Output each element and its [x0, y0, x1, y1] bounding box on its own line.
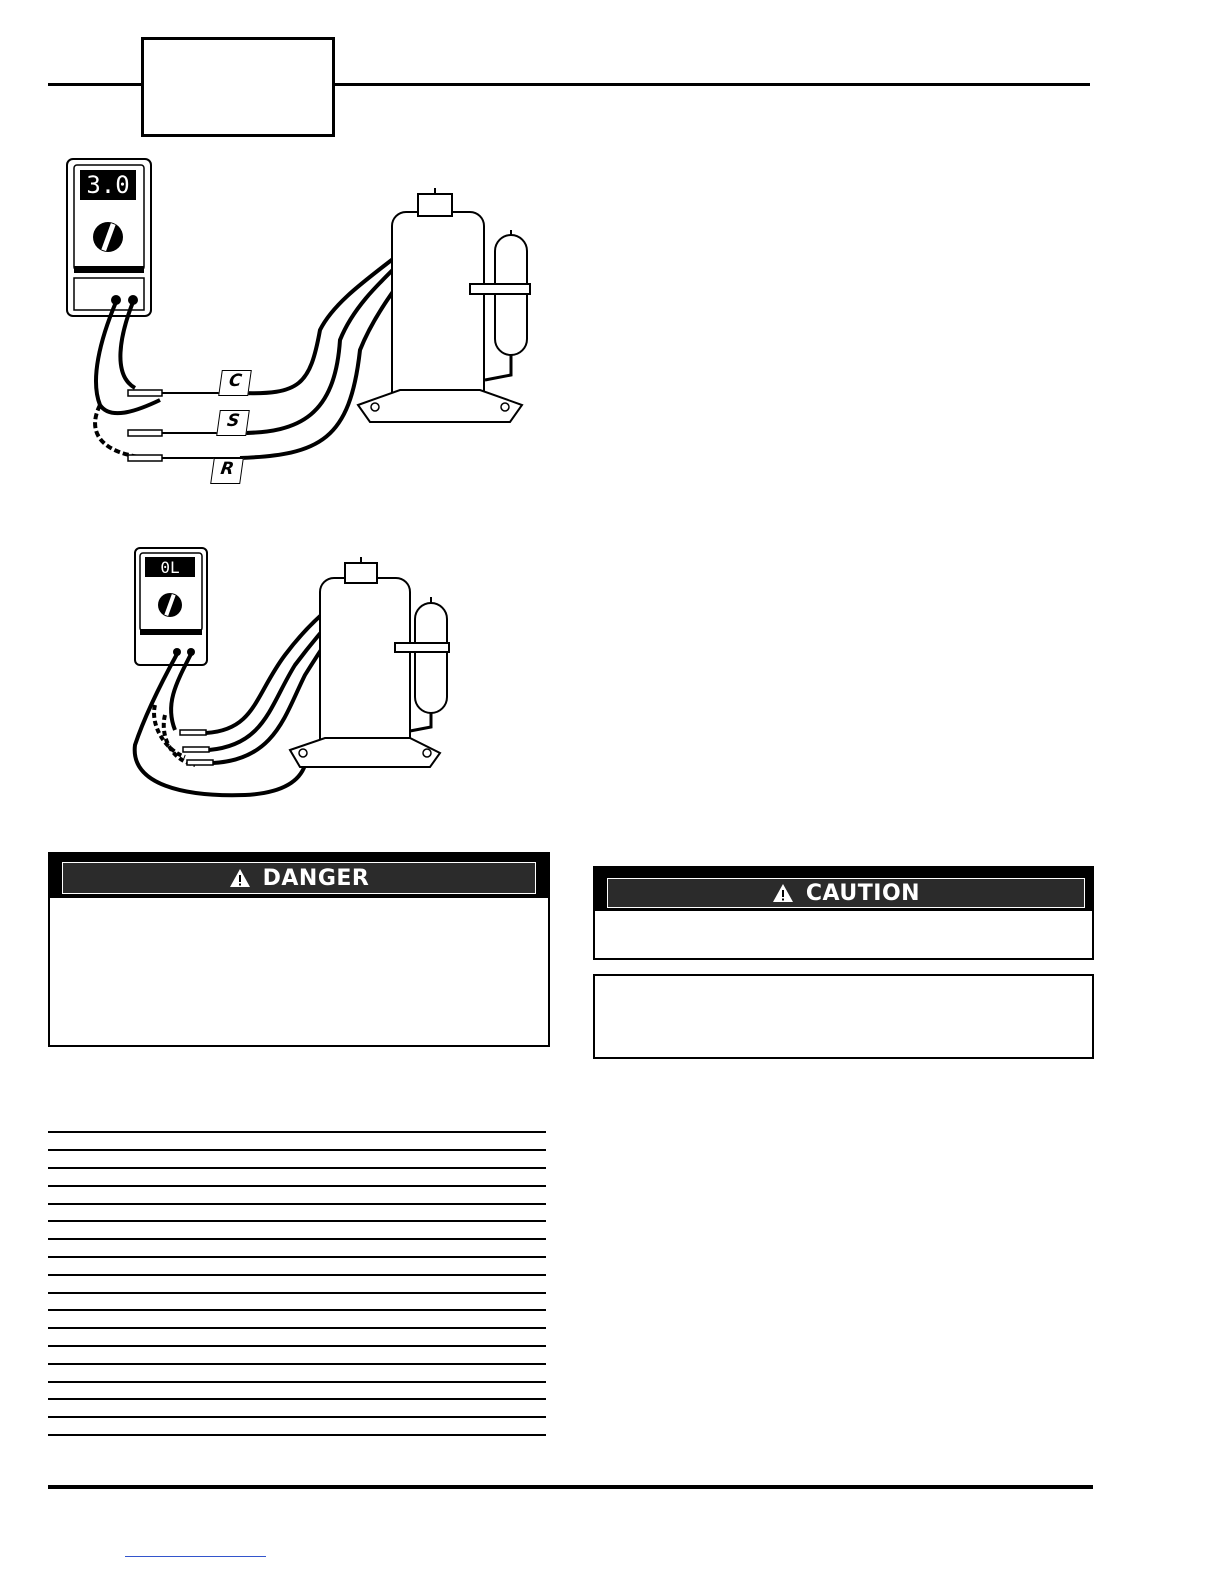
table-rule [48, 1274, 546, 1276]
table-rule [48, 1131, 546, 1133]
danger-title: DANGER [262, 865, 370, 891]
table-rule [48, 1185, 546, 1187]
footer-rule [48, 1485, 1093, 1489]
danger-title-bar [62, 862, 536, 894]
lead-flag-c [218, 370, 252, 396]
table-rule [48, 1203, 546, 1205]
table-rule [48, 1220, 546, 1222]
meter-display-reading-bottom: 0L [160, 558, 180, 577]
warning-triangle-icon [772, 883, 794, 903]
table-rule [48, 1416, 546, 1418]
figure-top-drawing [40, 150, 540, 495]
footer-link[interactable] [125, 1556, 266, 1557]
note-box [593, 974, 1094, 1059]
table-rule [48, 1256, 546, 1258]
lead-flag-s [216, 410, 250, 436]
figure-ohmmeter-winding-test [40, 150, 540, 495]
table-rule [48, 1363, 546, 1365]
table-rule [48, 1309, 546, 1311]
table-rule [48, 1327, 546, 1329]
table-rule [48, 1167, 546, 1169]
warning-triangle-icon [229, 868, 251, 888]
lead-flag-r-label: R [219, 459, 236, 479]
figure-bottom-drawing [125, 545, 485, 810]
danger-header [50, 854, 548, 898]
table-rule [48, 1149, 546, 1151]
table-rule [48, 1398, 546, 1400]
danger-box [48, 852, 550, 1047]
lead-flag-r [210, 458, 244, 484]
caution-box [593, 866, 1094, 960]
table-rule [48, 1434, 546, 1436]
lead-flag-s-label: S [225, 411, 241, 431]
lead-flag-c-label: C [227, 371, 243, 391]
table-rule [48, 1345, 546, 1347]
figure-ground-test [125, 545, 485, 810]
caution-header [595, 868, 1092, 911]
meter-display-reading: 3.0 [86, 171, 130, 199]
caution-title: CAUTION [805, 880, 921, 906]
table-rule [48, 1292, 546, 1294]
table-rule [48, 1238, 546, 1240]
section-tab [141, 37, 335, 137]
table-rule [48, 1381, 546, 1383]
caution-title-bar [607, 878, 1085, 908]
